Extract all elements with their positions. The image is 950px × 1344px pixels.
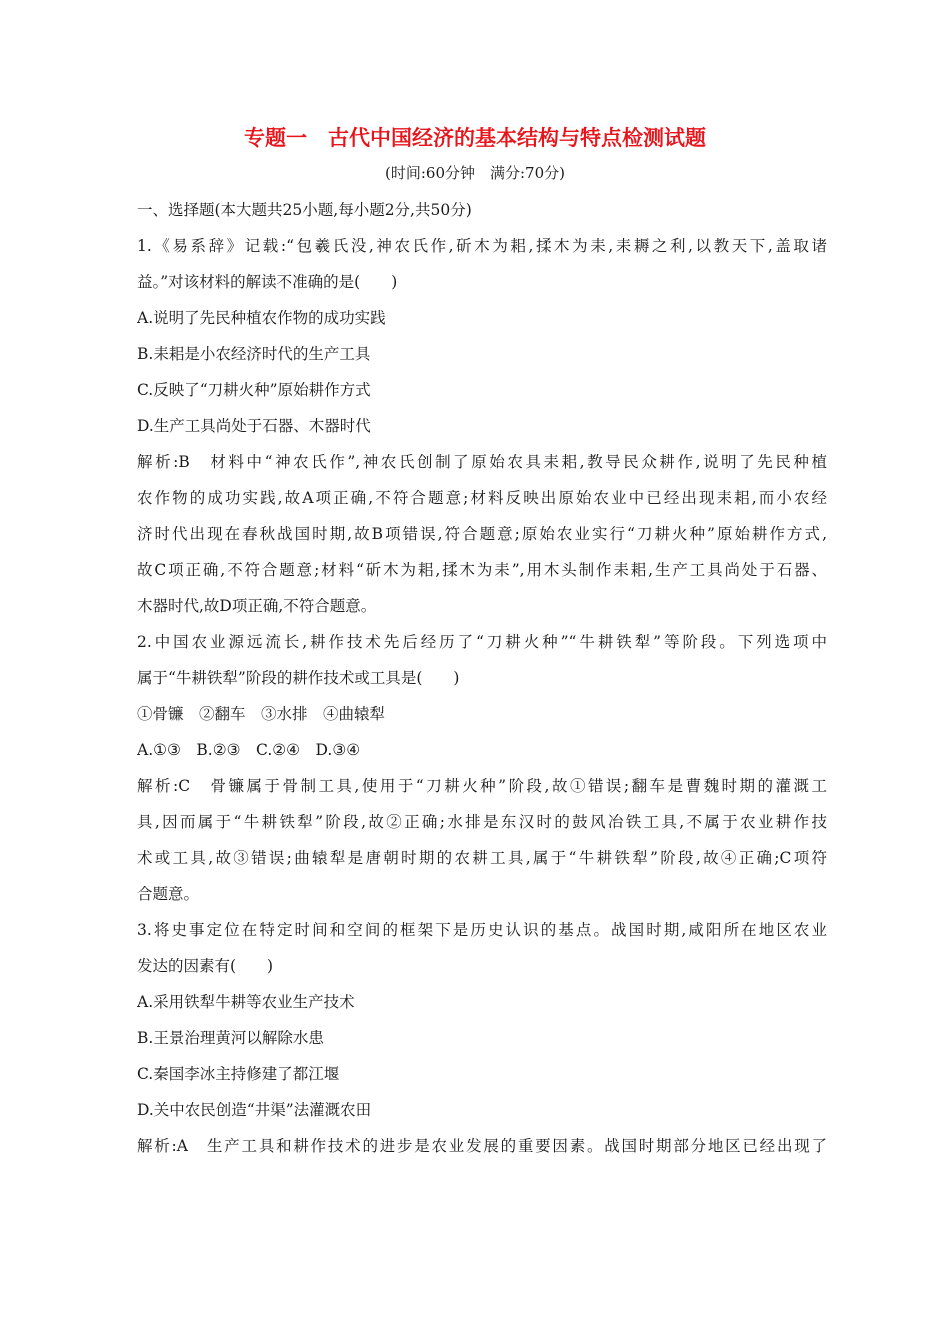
text-line: 解析:A 生产工具和耕作技术的进步是农业发展的重要因素。战国时期部分地区已经出现了 [137,1137,827,1155]
text-line: C.反映了“刀耕火种”原始耕作方式 [137,381,371,399]
text-line: 3.将史事定位在特定时间和空间的框架下是历史认识的基点。战国时期,咸阳所在地区农业 [137,921,827,939]
page-title: 专题一 古代中国经济的基本结构与特点检测试题 [244,126,706,150]
text-line: 益。”对该材料的解读不准确的是( ) [137,273,398,291]
text-line: 解析:C 骨镰属于骨制工具,使用于“刀耕火种”阶段,故①错误;翻车是曹魏时期的灌溉工 [137,777,827,795]
text-line: A.采用铁犁牛耕等农业生产技术 [137,993,355,1011]
text-line: 济时代出现在春秋战国时期,故B项错误,符合题意;原始农业实行“刀耕火种”原始耕作方式, [137,525,827,543]
text-line: 故C项正确,不符合题意;材料“斫木为耜,揉木为耒”,用木头制作耒耜,生产工具尚处于石器、 [137,561,827,579]
text-line: 属于“牛耕铁犁”阶段的耕作技术或工具是( ) [137,669,460,687]
exam-info: (时间:60分钟 满分:70分) [385,164,565,182]
text-line: 一、选择题(本大题共25小题,每小题2分,共50分) [137,201,472,219]
text-line: 具,因而属于“牛耕铁犁”阶段,故②正确;水排是东汉时的鼓风冶铁工具,不属于农业耕作技 [137,813,827,831]
text-line: B.耒耜是小农经济时代的生产工具 [137,345,371,363]
text-line: 发达的因素有( ) [137,957,274,975]
text-line: A.①③ B.②③ C.②④ D.③④ [137,741,361,759]
text-line: 解析:B 材料中“神农氏作”,神农氏创制了原始农具耒耜,教导民众耕作,说明了先民种植 [137,453,827,471]
text-line: ①骨镰 ②翻车 ③水排 ④曲辕犁 [137,705,386,723]
text-line: 合题意。 [137,885,200,903]
text-line: 1.《易系辞》记载:“包羲氏没,神农氏作,斫木为耜,揉木为耒,耒耨之利,以教天下,盖取诸 [137,237,827,255]
text-line: A.说明了先民种植农作物的成功实践 [137,309,386,327]
text-line: B.王景治理黄河以解除水患 [137,1029,324,1047]
text-line: C.秦国李冰主持修建了都江堰 [137,1065,340,1083]
text-line: 2.中国农业源远流长,耕作技术先后经历了“刀耕火种”“牛耕铁犁”等阶段。下列选项中 [137,633,827,651]
text-line: D.关中农民创造“井渠”法灌溉农田 [137,1101,372,1119]
text-line: 木器时代,故D项正确,不符合题意。 [137,597,377,615]
text-line: 术或工具,故③错误;曲辕犁是唐朝时期的农耕工具,属于“牛耕铁犁”阶段,故④正确;C项符 [137,849,827,867]
text-line: D.生产工具尚处于石器、木器时代 [137,417,371,435]
text-line: 农作物的成功实践,故A项正确,不符合题意;材料反映出原始农业中已经出现耒耜,而小农经 [137,489,827,507]
document-body [137,192,827,1164]
